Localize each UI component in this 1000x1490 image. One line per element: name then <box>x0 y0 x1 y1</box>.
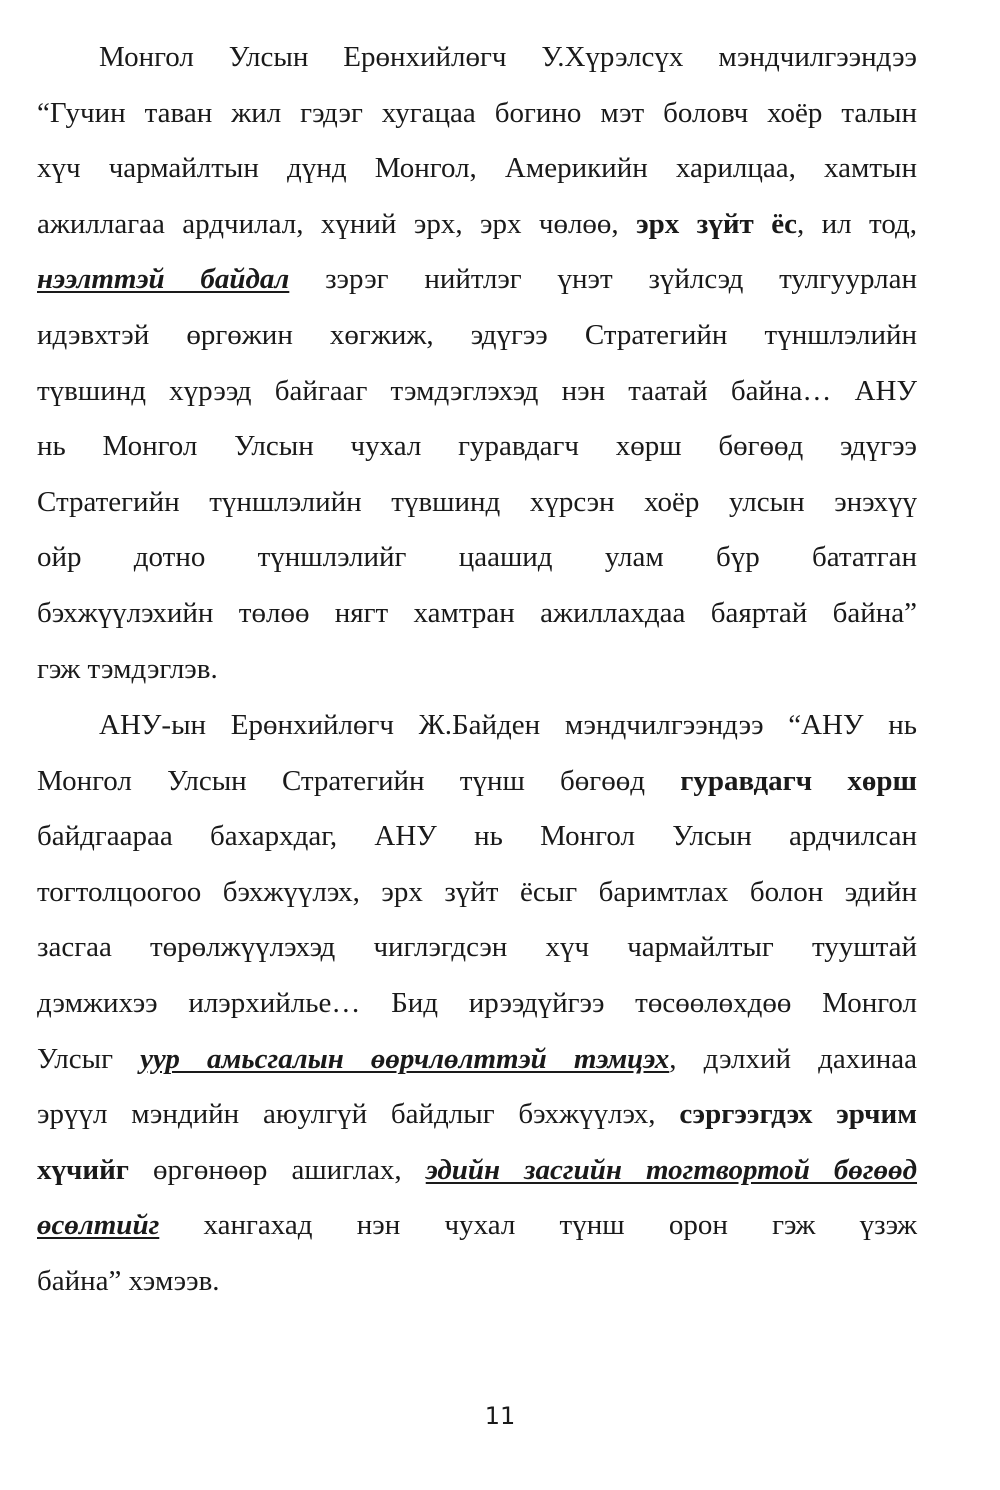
text-span: өргөнөөр ашиглах, <box>128 1153 426 1186</box>
text-span: түвшинд хүрээд байгааг тэмдэглэхэд нэн таатай байна… АНУ <box>37 374 917 407</box>
underlined-phrase: өсөлтийг <box>37 1209 160 1242</box>
bold-phrase: эрх зүйт ёс <box>636 207 797 240</box>
text-line <box>37 419 917 475</box>
text-line <box>37 141 917 197</box>
text-span: , дэлхий дахинаа <box>669 1042 917 1075</box>
text-span: идэвхтэй өргөжин хөгжиж, эдүгээ Стратегийн түншлэлийн <box>37 318 917 351</box>
text-span: байна” хэмээв. <box>37 1264 220 1297</box>
text-span: “Гучин таван жил гэдэг хугацаа богино мэт боловч хоёр талын <box>37 96 917 129</box>
text-span: хүч чармайлтын дүнд Монгол, Америкийн харилцаа, хамтын <box>37 152 917 185</box>
text-line <box>37 809 917 865</box>
underlined-phrase: нээлттэй байдал <box>37 263 290 296</box>
text-line <box>37 586 917 642</box>
text-line <box>37 1198 917 1254</box>
text-span: эрүүл мэндийн аюулгүй байдлыг бэхжүүлэх, <box>37 1098 680 1131</box>
text-line <box>37 754 917 810</box>
text-line <box>37 1143 917 1199</box>
text-line <box>37 475 917 531</box>
text-line <box>37 976 917 1032</box>
bold-phrase: хүчийг <box>37 1153 129 1186</box>
text-line <box>37 642 917 698</box>
text-line <box>37 1254 917 1310</box>
bold-phrase: гуравдагч хөрш <box>680 764 917 797</box>
text-span: нь Монгол Улсын чухал гуравдагч хөрш бөгөөд эдүгээ <box>37 430 917 463</box>
text-line <box>37 308 917 364</box>
text-span: дэмжихээ илэрхийлье… Бид ирээдүйгээ төсөөлөхдөө Монгол <box>37 986 917 1019</box>
text-line <box>37 920 917 976</box>
text-span: хангахад нэн чухал түнш орон гэж үзэж <box>159 1209 917 1242</box>
text-span: засгаа төрөлжүүлэхэд чиглэгдсэн хүч чармайлтыг тууштай <box>37 931 917 964</box>
text-span: ажиллагаа ардчилал, хүний эрх, эрх чөлөө, <box>37 207 637 240</box>
bold-phrase: сэргээгдэх эрчим <box>679 1098 917 1131</box>
text-span: АНУ-ын Ерөнхийлөгч Ж.Байден мэндчилгээндээ “АНУ нь <box>99 709 917 741</box>
text-span: ойр дотно түншлэлийг цаашид улам бүр бататган <box>37 541 917 574</box>
text-span: Монгол Улсын Стратегийн түнш бөгөөд <box>37 764 681 797</box>
text-span: Улсыг <box>37 1042 141 1075</box>
text-line <box>37 30 917 86</box>
page-number: 11 <box>484 1402 516 1430</box>
text-span: гэж тэмдэглэв. <box>37 652 218 685</box>
text-line <box>37 865 917 921</box>
text-line <box>37 530 917 586</box>
text-span: Монгол Улсын Ерөнхийлөгч У.Хүрэлсүх мэндчилгээндээ <box>99 41 917 73</box>
paragraph-biden-greeting <box>37 698 917 1310</box>
text-span: бэхжүүлэхийн төлөө нягт хамтран ажиллахдаа баяртай байна” <box>37 596 917 629</box>
text-line <box>37 86 917 142</box>
text-line <box>37 364 917 420</box>
underlined-phrase: уур амьсгалын өөрчлөлттэй тэмцэх <box>140 1042 670 1075</box>
text-span: тогтолцоогоо бэхжүүлэх, эрх зүйт ёсыг баримтлах болон эдийн <box>37 875 917 908</box>
underlined-phrase: эдийн засгийн тогтвортой бөгөөд <box>425 1153 918 1186</box>
text-line <box>37 1087 917 1143</box>
text-span: байдгаараа бахархдаг, АНУ нь Монгол Улсын ардчилсан <box>37 820 917 853</box>
text-line <box>37 252 917 308</box>
paragraph-khurelsukh-greeting <box>37 30 917 697</box>
text-span: зэрэг нийтлэг үнэт зүйлсэд тулгуурлан <box>289 263 917 296</box>
text-line <box>37 698 917 754</box>
text-span: Стратегийн түншлэлийн түвшинд хүрсэн хоёр улсын энэхүү <box>37 485 917 518</box>
text-line <box>37 1032 917 1088</box>
text-span: , ил тод, <box>796 207 917 240</box>
text-line <box>37 197 917 253</box>
